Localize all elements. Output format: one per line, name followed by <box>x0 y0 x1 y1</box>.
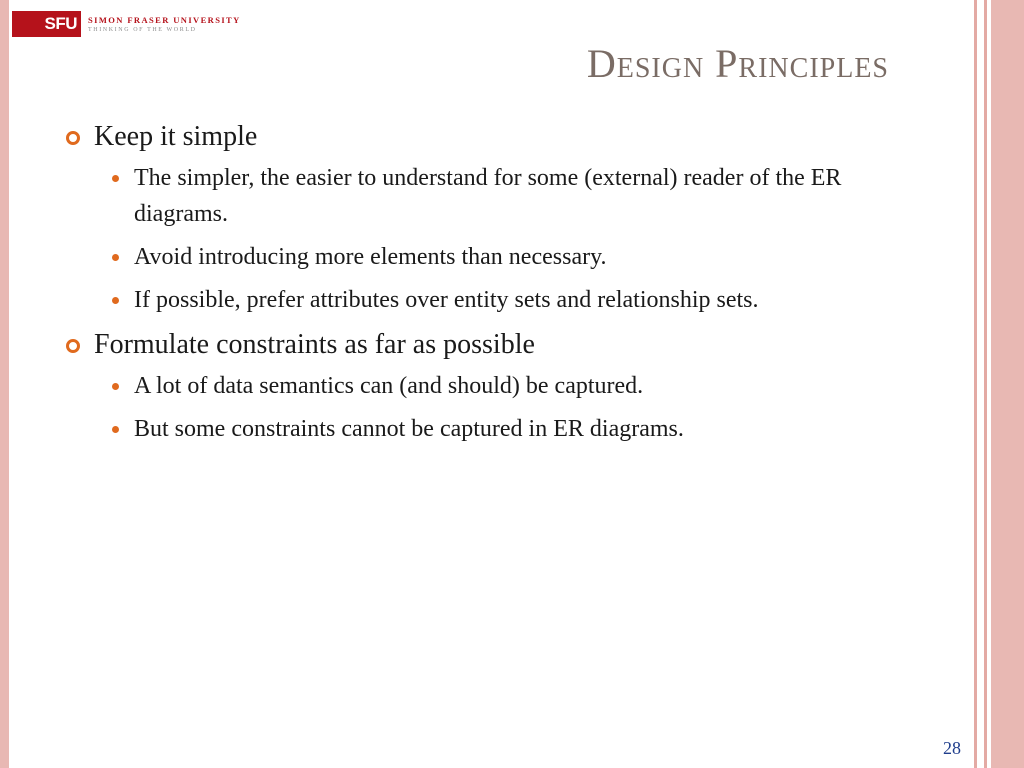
bullet-text: A lot of data semantics can (and should) be captured. <box>134 373 644 399</box>
ring-bullet-icon <box>66 131 80 145</box>
ring-bullet-icon <box>66 339 80 353</box>
bullet-level2 <box>62 368 922 404</box>
bullet-level1 <box>62 326 922 364</box>
bullet-group <box>62 118 922 318</box>
left-border <box>0 0 9 768</box>
dot-bullet-icon <box>112 254 119 261</box>
bullet-level1 <box>62 118 922 156</box>
stripe <box>984 0 987 768</box>
sfu-logo <box>12 11 241 37</box>
logo-text <box>88 15 241 34</box>
bullet-level2 <box>62 160 922 232</box>
bullet-level2 <box>62 282 922 318</box>
slide-title: Design Principles <box>586 41 889 86</box>
logo-abbr: SFU <box>12 11 81 37</box>
dot-bullet-icon <box>112 383 119 390</box>
slide-content <box>62 118 922 455</box>
dot-bullet-icon <box>112 297 119 304</box>
bullet-level2 <box>62 239 922 275</box>
dot-bullet-icon <box>112 175 119 182</box>
bullet-level2 <box>62 411 922 447</box>
bullet-text: Keep it simple <box>94 121 258 152</box>
right-decorative-stripes <box>974 0 1024 768</box>
bullet-text: Avoid introducing more elements than necessary. <box>134 244 607 270</box>
bullet-text: The simpler, the easier to understand for some (external) reader of the ER diagrams. <box>134 165 842 227</box>
dot-bullet-icon <box>112 426 119 433</box>
bullet-text: But some constraints cannot be captured in ER diagrams. <box>134 416 684 442</box>
bullet-text: If possible, prefer attributes over entity sets and relationship sets. <box>134 287 759 313</box>
stripe <box>991 0 1024 768</box>
page-number: 28 <box>943 738 961 758</box>
logo-tagline: THINKING OF THE WORLD <box>88 26 197 33</box>
stripe <box>974 0 977 768</box>
bullet-text: Formulate constraints as far as possible <box>94 329 535 360</box>
logo-university-name: SIMON FRASER UNIVERSITY <box>88 14 241 25</box>
bullet-group <box>62 326 922 447</box>
